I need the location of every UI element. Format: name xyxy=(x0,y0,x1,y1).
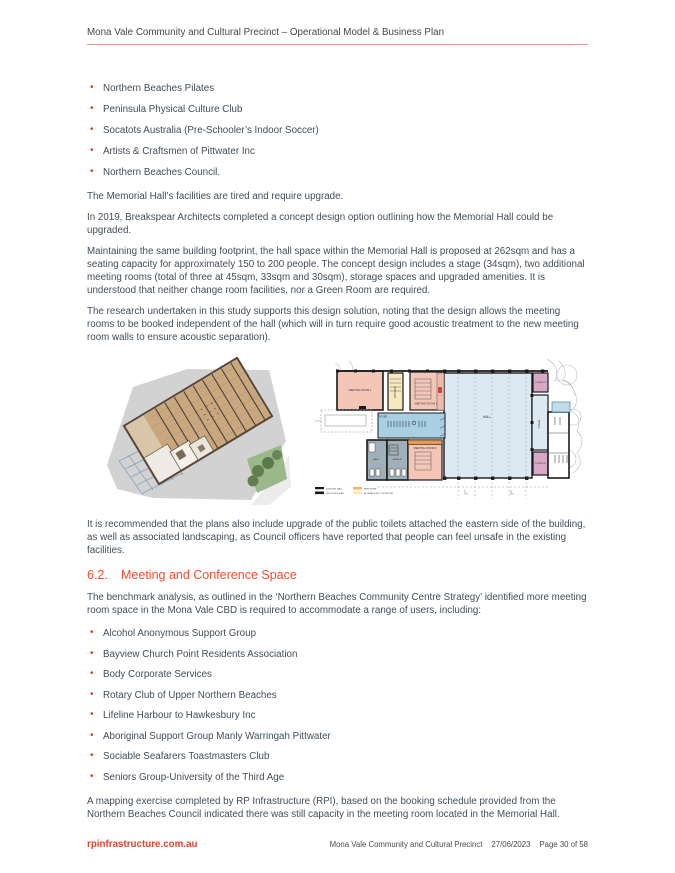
room-label: HALL xyxy=(483,415,491,419)
room-label: MEETING ROOM 3 xyxy=(413,447,437,450)
room-label: STAGE xyxy=(538,419,541,429)
header-title: Mona Vale Community and Cultural Precinct – Operational Model & Business Plan xyxy=(87,27,445,38)
list-item: • Bayview Church Point Residents Association xyxy=(90,647,298,660)
list-item: • Seniors Group-University of the Third Age xyxy=(90,770,285,783)
legend-label: PROPOSED WALL xyxy=(326,493,345,495)
list-item: • Northern Beaches Council. xyxy=(90,166,221,178)
list-item: • Aboriginal Support Group Manly Warringah Pittwater xyxy=(90,729,331,742)
footer-doc-title: Mona Vale Community and Cultural Precinct xyxy=(329,840,483,849)
bullet-icon: • xyxy=(90,124,94,135)
room-label: FEMALE xyxy=(392,459,402,461)
legend-label: ALTERATIONS TO EXISTING xyxy=(364,493,394,495)
room-label: KITCHEN xyxy=(394,386,397,398)
paragraph: It is recommended that the plans also include upgrade of the public toilets attached the eastern side of the building, as well as associated landscaping, as Council officers have reported that people can feel unsafe in the existing facilities. xyxy=(87,519,586,556)
bullet-icon: • xyxy=(90,770,94,782)
footer-date: 27/06/2023 xyxy=(491,840,531,849)
room-label: STORE 02 xyxy=(535,463,546,465)
paragraph: The research undertaken in this study supports this design solution, noting that the design allows the meeting rooms to be booked independent of the hall (which will in turn require good acoustic treatment to the new meeting room walls to ensure acoustic separation). xyxy=(87,306,579,343)
bullet-icon: • xyxy=(90,103,94,114)
legend-label: NEW WORK xyxy=(364,488,377,491)
paragraph: Maintaining the same building footprint, the hall space within the Memorial Hall is proposed at 262sqm and has a seating capacity for approximately 150 to 200 people. The concept design includes a stage (34sqm), two additional meeting rooms (total of three at 45sqm, 33sqm and 30sqm), storage spaces and upgraded amenities. It is understood that neither change room facilities, nor a Green Room are required. xyxy=(87,246,585,296)
bullet-icon: • xyxy=(90,627,94,638)
list-item: • Rotary Club of Upper Northern Beaches xyxy=(90,688,277,701)
floor-plan-image xyxy=(315,357,585,507)
paragraph: In 2019, Breakspear Architects completed a concept design option outlining how the Memorial Hall could be upgraded. xyxy=(87,212,554,236)
bullet-icon: • xyxy=(90,82,94,93)
bullet-icon: • xyxy=(90,668,94,679)
room-label: MALE xyxy=(373,459,379,461)
list-item: • Alcohol Anonymous Support Group xyxy=(90,627,257,639)
paragraph: A mapping exercise completed by RP Infrastructure (RPI), based on the booking schedule provided from the Northern Beaches Council indicated there was still capacity in the meeting room located in the Memorial Hall. xyxy=(87,795,560,820)
list-item: • Peninsula Physical Culture Club xyxy=(90,103,243,115)
room-label: MEETING ROOM 2 xyxy=(414,402,438,406)
bullet-icon: • xyxy=(90,750,94,761)
paragraph: The Memorial Hall’s facilities are tired and require upgrade. xyxy=(87,191,344,202)
bullet-icon: • xyxy=(90,729,94,741)
users-list xyxy=(87,627,588,784)
page-footer xyxy=(87,839,588,850)
bullet-icon: • xyxy=(90,166,94,177)
list-item: • Body Corporate Services xyxy=(90,668,212,680)
paragraph: The benchmark analysis, as outlined in the ‘Northern Beaches Community Centre Strategy’ identified more meeting room space in the Mona Vale CBD is required to accommodate a range of users, including: xyxy=(87,592,587,616)
section-heading xyxy=(87,568,588,583)
footer-meta xyxy=(330,840,588,849)
list-item: • Artists & Craftsmen of Pittwater Inc xyxy=(90,145,255,157)
list-item: • Lifeline Harbour to Hawkesbury Inc xyxy=(90,709,256,721)
room-label: STORE 01 xyxy=(535,382,546,384)
facilities-list xyxy=(87,82,588,179)
list-item: • Socatots Australia (Pre-Schooler’s Indoor Soccer) xyxy=(90,124,319,136)
section-number: 6.2. xyxy=(87,568,108,582)
page-header xyxy=(87,26,588,45)
bullet-icon: • xyxy=(90,709,94,720)
bullet-icon: • xyxy=(90,688,94,700)
figure-row xyxy=(87,357,588,507)
room-label: FOYER xyxy=(378,415,388,419)
section-title: Meeting and Conference Space xyxy=(121,568,297,582)
legend-label: EXISTING WALL xyxy=(326,488,343,491)
list-item: • Northern Beaches Pilates xyxy=(90,82,215,94)
bullet-icon: • xyxy=(90,647,94,659)
bullet-icon: • xyxy=(90,145,94,156)
concept-render-3d-image xyxy=(99,357,291,505)
brand-link[interactable]: rpinfrastructure.com.au xyxy=(87,839,198,850)
footer-page-number: Page 30 of 58 xyxy=(539,840,588,849)
list-item: • Sociable Seafarers Toastmasters Club xyxy=(90,750,270,762)
room-label: MEETING ROOM 1 xyxy=(348,389,372,392)
